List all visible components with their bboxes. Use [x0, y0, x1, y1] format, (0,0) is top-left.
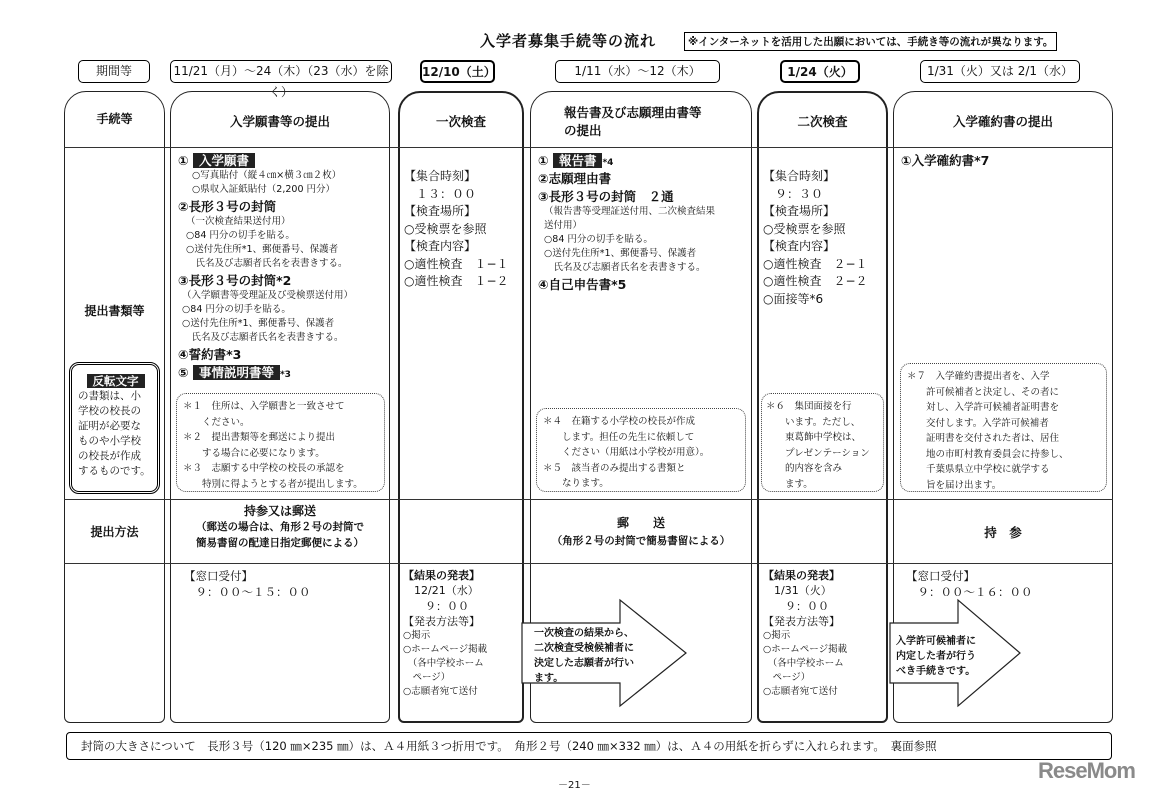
c4-notes: ＊６ 集団面接を行 います。ただし、 東葛飾中学校は、 プレゼンテーション 的内容を含み ます。 [761, 393, 884, 492]
c1-method: 持参又は郵送 （郵送の場合は、角形２号の封筒で 簡易書留の配達日指定郵便による） [196, 504, 364, 549]
c5-notes: ＊７ 入学確約書提出者を、入学 許可候補者と決定し、その者に 対し、入学許可候補者証明書を 交付します。入学許可候補者 証明書を交付された者は、居住 地の市町村教育委員会に持参し、 千葉県県立中学校に就学する 旨を届け出ます。 [900, 363, 1107, 492]
logo: ReseMom [1038, 758, 1135, 783]
c1-reception: 【窓口受付】 ９：００～１５：００ [184, 569, 311, 599]
c5-documents: ①入学確約書*7 [901, 153, 990, 168]
row-label-procedure: 手続等 [96, 112, 133, 126]
c2-documents: 【集合時刻】 １３：００ 【検査場所】 ○受検票を参照 【検査内容】 ○適性検査 １−１ ○適性検査 １−２ [404, 169, 509, 288]
date-c5: 1/31（火）又は 2/1（水） [920, 60, 1080, 83]
c3-documents: ① 報告書 *4 ②志願理由書 ③長形３号の封筒 ２通 （報告書等受理証送付用、二次検査結果 送付用） ○84 円分の切手を貼る。 ○送付先住所*1、郵便番号、保護者 氏名及び志願者氏名を表書きする。 ④自己申告書*5 [538, 153, 716, 292]
date-c2: 12/10（土） [420, 60, 495, 83]
c3-head: 報告書及び志願理由書等 の提出 [564, 105, 702, 138]
arrow1-text: 一次検査の結果から、 二次検査受検候補者に 決定した志願者が行い ます。 [534, 628, 634, 684]
c2-results: 【結果の発表】 12/21（水） ９：００ 【発表方法等】 ○掲示 ○ホームページ掲載 （各中学校ホーム ページ） ○志願者宛て送付 [403, 569, 488, 698]
c4-documents: 【集合時刻】 ９：３０ 【検査場所】 ○受検票を参照 【検査内容】 ○適性検査 ２−１ ○適性検査 ２−２ ○面接等*6 [763, 169, 868, 306]
row-divider [64, 563, 1113, 564]
row-divider [64, 147, 1113, 148]
c5-method: 持 参 [984, 525, 1022, 540]
legend-text: の書類は、小 学校の校長の 証明が必要な ものや小学校 の校長が作成 するものです。 [78, 390, 151, 477]
c2-head: 一次検査 [435, 114, 486, 129]
legend-box [69, 362, 160, 494]
c4-results: 【結果の発表】 1/31（火） ９：００ 【発表方法等】 ○掲示 ○ホームページ掲載 （各中学校ホーム ページ） ○志願者宛て送付 [763, 569, 848, 698]
c3-notes: ＊４ 在籍する小学校の校長が作成 します。担任の先生に依頼して ください（用紙は小学校が用意）。 ＊５ 該当者のみ提出する書類と なります。 [536, 408, 746, 492]
date-c1: 11/21（月）～24（木）（23（水）を除く） [170, 60, 392, 83]
page-number: －21－ [558, 780, 591, 791]
c1-documents: ① 入学願書 ○写真貼付（縦４㎝×横３㎝２枚） ○県収入証紙貼付（2,200 円分） ②長形３号の封筒 （一次検査結果送付用） ○84 円分の切手を貼る。 ○送付先住所*1、郵便番号、保護者 氏名及び志願者氏名を表書きする。 ③長形３号の封筒*2 （入学願書等受理証及び受検票送付用） ○84 円分の切手を貼る。 ○送付先住所*1、郵便番号、保護者 氏名及び志願者氏名を表書きする。 ④誓約書*3 ⑤ 事情説明書等 *3 [178, 153, 354, 380]
c1-head: 入学願書等の提出 [229, 114, 330, 129]
c3-method: 郵 送 （角形２号の封筒で簡易書留による） [551, 516, 731, 547]
row-label-documents: 提出書類等 [84, 304, 145, 318]
row-label-method: 提出方法 [90, 525, 139, 539]
page-title: 入学者募集手続等の流れ [480, 32, 657, 50]
row-divider [64, 499, 1113, 500]
date-c4: 1/24（火） [780, 60, 860, 83]
date-c3: 1/11（水）～12（木） [555, 60, 720, 83]
envelope-size-note: 封筒の大きさについて 長形３号（120 ㎜×235 ㎜）は、Ａ４用紙３つ折用です。 角形２号（240 ㎜×332 ㎜）は、Ａ４の用紙を折らずに入れられます。 裏面参照 [66, 732, 1112, 760]
c4-head: 二次検査 [797, 114, 848, 129]
c5-head: 入学確約書の提出 [952, 114, 1053, 129]
internet-note: ※インターネットを活用した出願においては、手続き等の流れが異なります。 [684, 32, 1057, 51]
c1-notes: ＊１ 住所は、入学願書と一致させて ください。 ＊２ 提出書類等を郵送により提出 する場合に必要になります。 ＊３ 志願する中学校の校長の承認を 特別に得ようとする者が提出します。 [176, 393, 385, 492]
arrow2-text: 入学許可候補者に 内定した者が行う べき手続きです。 [896, 636, 976, 677]
c5-reception: 【窓口受付】 ９：００～１６：００ [906, 569, 1033, 599]
period-label: 期間等 [78, 60, 150, 83]
legend-tag: 反転文字 [87, 374, 145, 388]
